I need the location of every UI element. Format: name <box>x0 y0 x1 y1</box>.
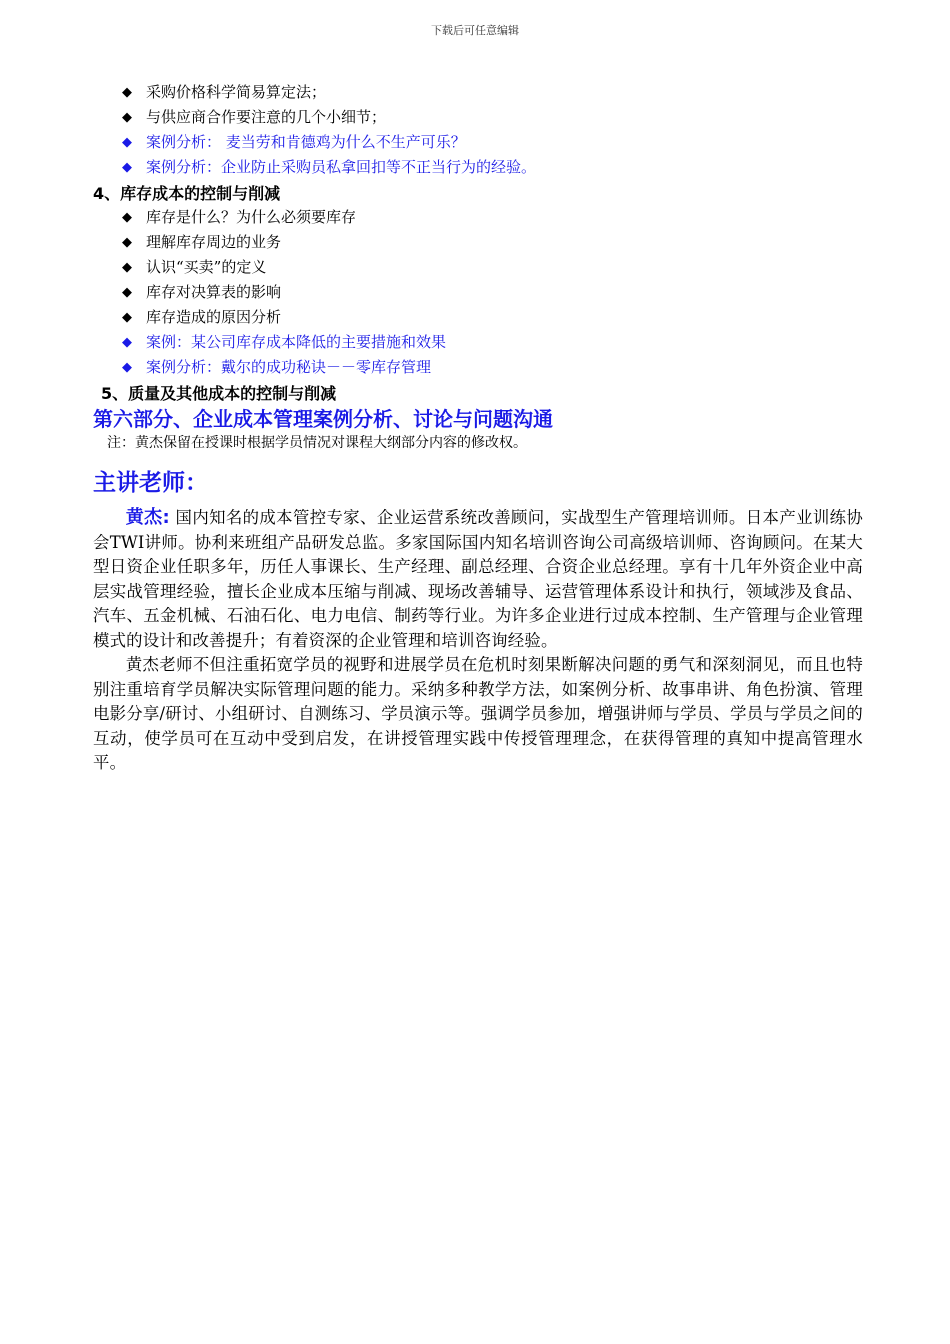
diamond-bullet-icon: ◆ <box>122 85 132 100</box>
diamond-bullet-icon: ◆ <box>122 235 132 250</box>
section4-heading: 4、库存成本的控制与削减 <box>93 184 281 203</box>
list-item-text: 库存是什么？为什么必须要库存 <box>146 208 357 226</box>
teacher-bio <box>93 506 863 776</box>
list-item <box>122 305 446 330</box>
list-item-text: 案例分析：企业防止采购员私拿回扣等不正当行为的经验。 <box>146 158 537 176</box>
list-item-text: 案例分析： 麦当劳和肯德鸡为什么不生产可乐？ <box>146 133 466 151</box>
list-item-text: 案例分析：戴尔的成功秘诀－－零库存管理 <box>146 358 432 376</box>
diamond-bullet-icon: ◆ <box>122 335 132 350</box>
list-item <box>122 105 536 130</box>
bio-paragraph-1 <box>93 506 863 653</box>
list-item-text: 认识“买卖”的定义 <box>146 258 267 276</box>
list-item <box>122 355 446 380</box>
list-item-text: 采购价格科学简易算定法； <box>146 83 327 101</box>
list-item <box>122 205 446 230</box>
list-item <box>122 130 536 155</box>
diamond-bullet-icon: ◆ <box>122 360 132 375</box>
list-item-text: 库存造成的原因分析 <box>146 308 282 326</box>
list-item-text: 理解库存周边的业务 <box>146 233 282 251</box>
page-header: 下载后可任意编辑 <box>431 24 519 37</box>
outline-note: 注：黄杰保留在授课时根据学员情况对课程大纲部分内容的修改权。 <box>107 435 527 451</box>
section3-bullet-list <box>122 80 536 180</box>
list-item-text: 库存对决算表的影响 <box>146 283 282 301</box>
list-item <box>122 155 536 180</box>
list-item <box>122 280 446 305</box>
list-item-text: 案例：某公司库存成本降低的主要措施和效果 <box>146 333 447 351</box>
diamond-bullet-icon: ◆ <box>122 285 132 300</box>
bio-text-1: 国内知名的成本管控专家、企业运营系统改善顾问，实战型生产管理培训师。日本产业训练协会TWI讲师。协利来班组产品研发总监。多家国际国内知名培训咨询公司高级培训师、咨询顾问。在某大型日资企业任职多年，历任人事课长、生产经理、副总经理、合资企业总经理。享有十几年外资企业中高层实战管理经验，擅长企业成本压缩与削减、现场改善辅导、运营管理体系设计和执行，领域涉及食品、汽车、五金机械、石油石化、电力电信、制药等行业。为许多企业进行过成本控制、生产管理与企业管理模式的设计和改善提升；有着资深的企业管理和培训咨询经验。 <box>93 508 863 650</box>
list-item <box>122 330 446 355</box>
diamond-bullet-icon: ◆ <box>122 210 132 225</box>
diamond-bullet-icon: ◆ <box>122 135 132 150</box>
part6-title: 第六部分、企业成本管理案例分析、讨论与问题沟通 <box>93 407 553 431</box>
diamond-bullet-icon: ◆ <box>122 110 132 125</box>
diamond-bullet-icon: ◆ <box>122 160 132 175</box>
section5-heading: 5、质量及其他成本的控制与削减 <box>101 384 337 403</box>
teacher-name: 黄杰: <box>125 507 170 528</box>
diamond-bullet-icon: ◆ <box>122 310 132 325</box>
list-item <box>122 255 446 280</box>
teacher-heading: 主讲老师： <box>93 470 208 496</box>
list-item-text: 与供应商合作要注意的几个小细节； <box>146 108 387 126</box>
list-item <box>122 230 446 255</box>
bio-paragraph-2: 黄杰老师不但注重拓宽学员的视野和进展学员在危机时刻果断解决问题的勇气和深刻洞见，而且也特别注重培育学员解决实际管理问题的能力。采纳多种教学方法，如案例分析、故事串讲、角色扮演、管理电影分享/研讨、小组研讨、自测练习、学员演示等。强调学员参加，增强讲师与学员、学员与学员之间的互动，使学员可在互动中受到启发，在讲授管理实践中传授管理理念，在获得管理的真知中提高管理水平。 <box>93 655 863 772</box>
section4-bullet-list <box>122 205 446 380</box>
list-item <box>122 80 536 105</box>
diamond-bullet-icon: ◆ <box>122 260 132 275</box>
